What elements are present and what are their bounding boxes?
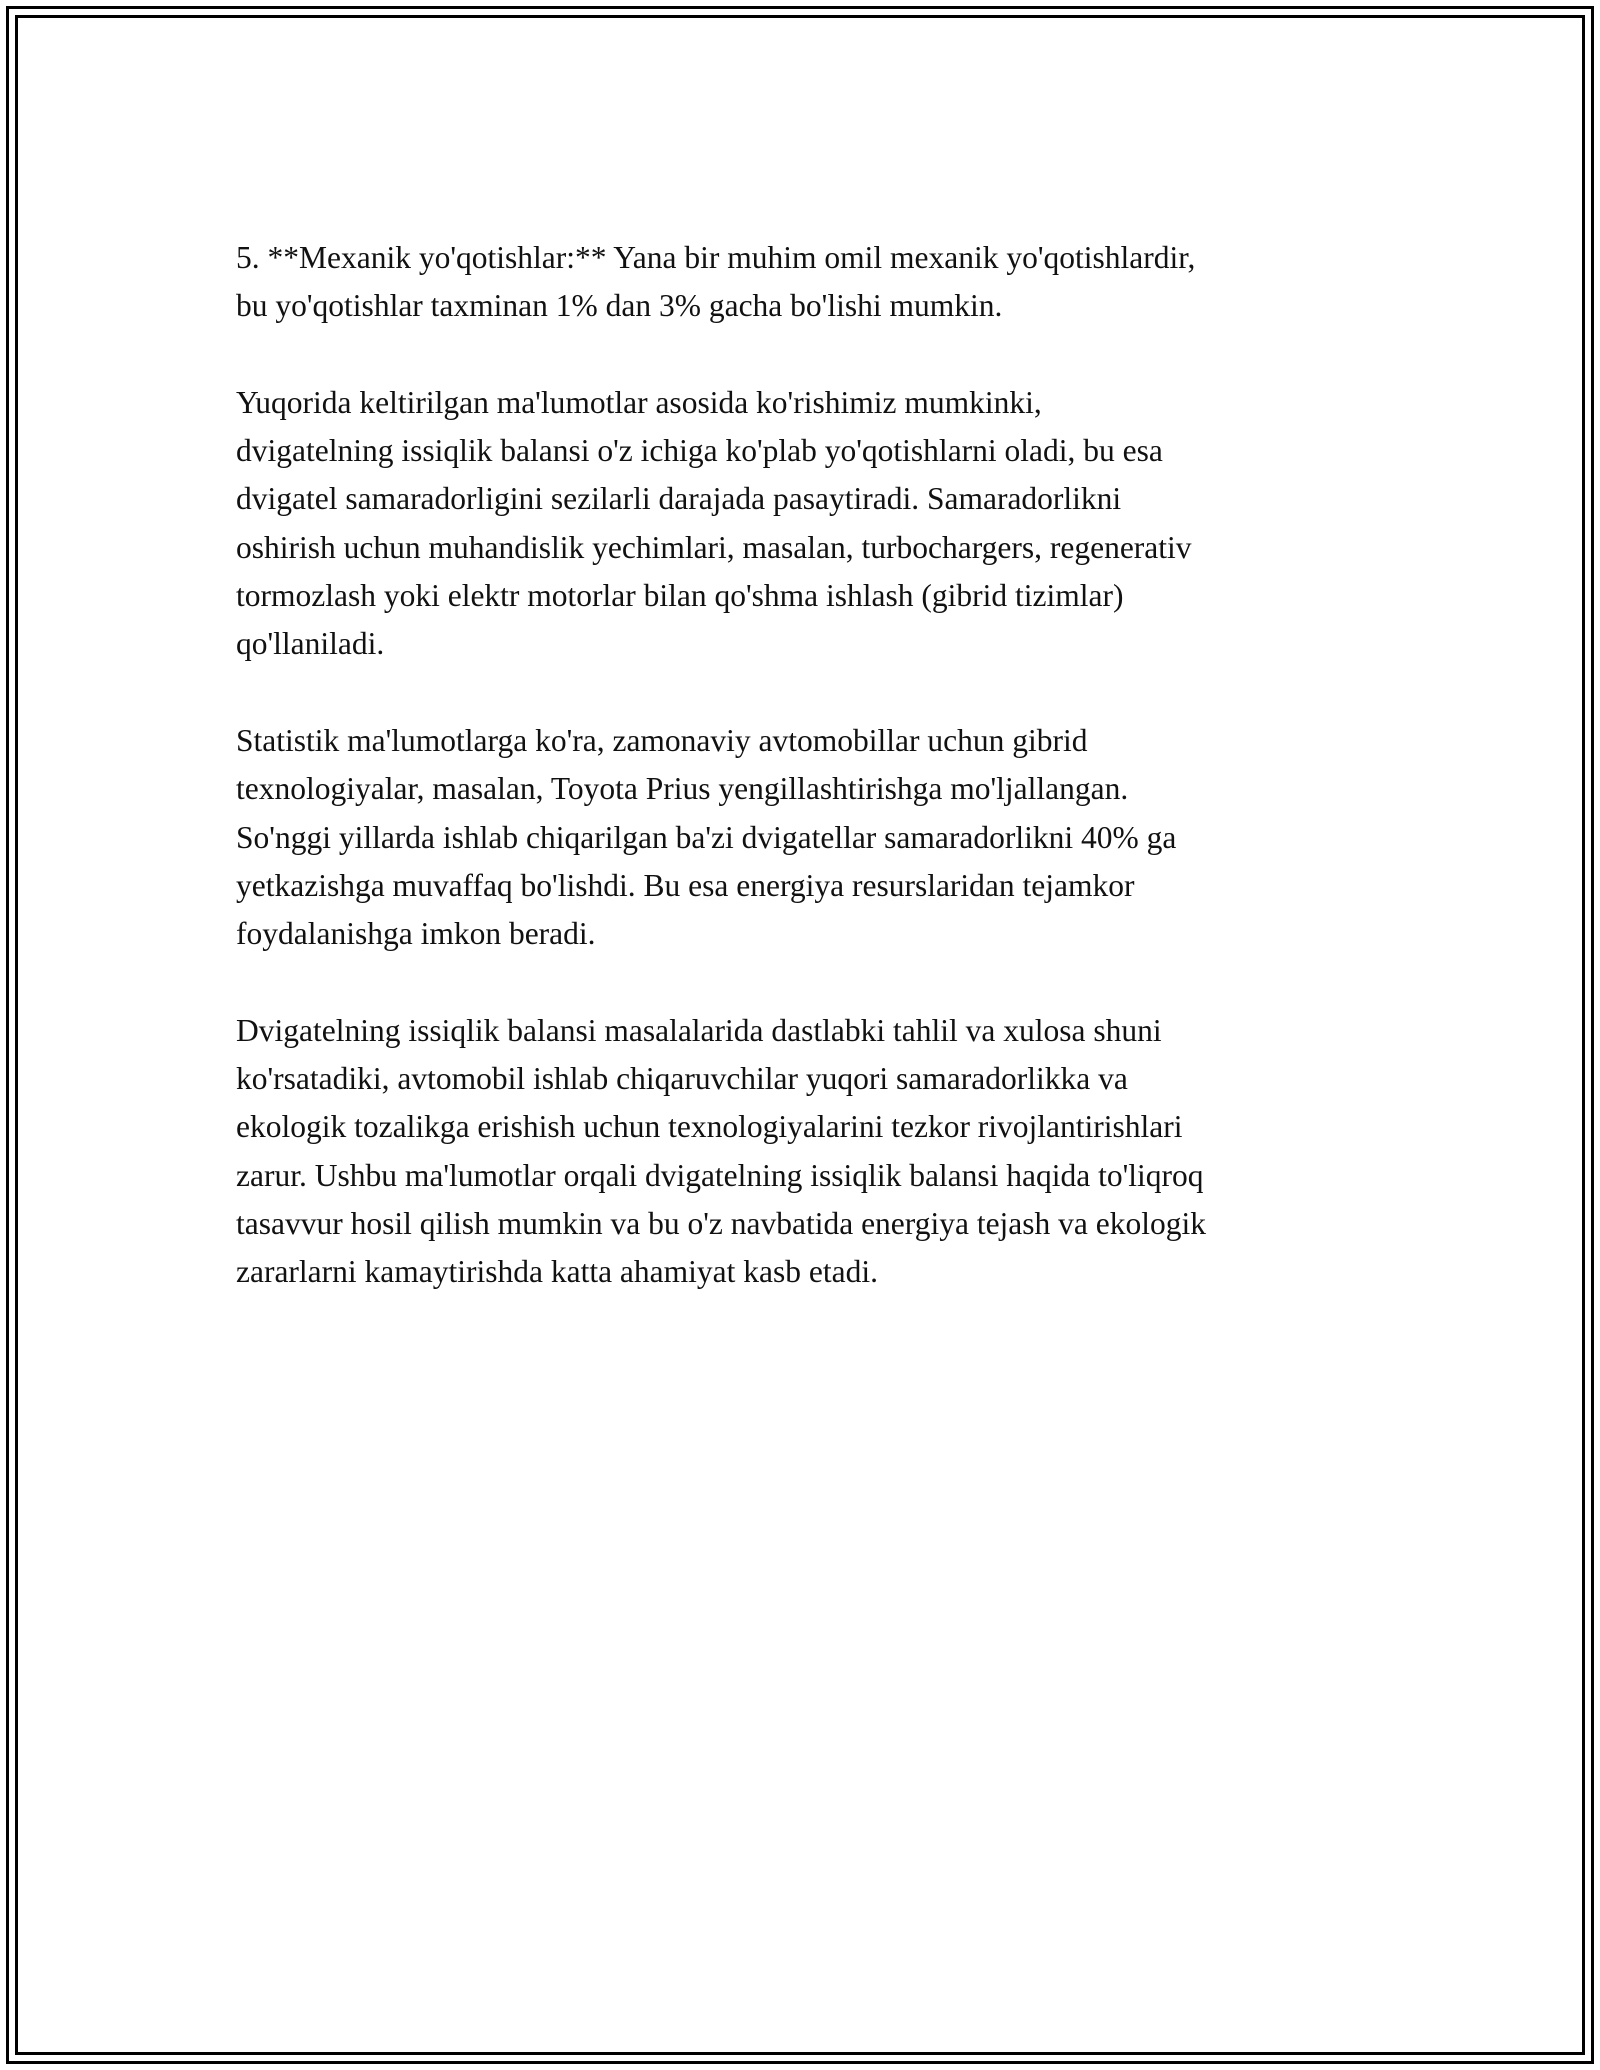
text-line: tormozlash yoki elektr motorlar bilan qo'shma ishlash (gibrid tizimlar) <box>236 578 1124 614</box>
text-line: zarur. Ushbu ma'lumotlar orqali dvigatelning issiqlik balansi haqida to'liqroq <box>236 1157 1204 1193</box>
text-line: foydalanishga imkon beradi. <box>236 916 596 952</box>
text-line: Yuqorida keltirilgan ma'lumotlar asosida ko'rishimiz mumkinki, <box>236 384 1042 420</box>
text-line: dvigatel samaradorligini sezilarli darajada pasaytiradi. Samaradorlikni <box>236 481 1122 517</box>
paragraph-mechanical-losses <box>236 234 1386 331</box>
text-line: dvigatelning issiqlik balansi o'z ichiga ko'plab yo'qotishlarni oladi, bu esa <box>236 433 1163 469</box>
text-line: qo'llaniladi. <box>236 626 385 662</box>
text-line: yetkazishga muvaffaq bo'lishdi. Bu esa energiya resurslaridan tejamkor <box>236 867 1135 903</box>
paragraph-conclusion <box>236 1007 1386 1297</box>
text-line: Statistik ma'lumotlarga ko'ra, zamonaviy avtomobillar uchun gibrid <box>236 722 1088 758</box>
text-line: So'nggi yillarda ishlab chiqarilgan ba'zi dvigatellar samaradorlikni 40% ga <box>236 819 1177 855</box>
text-line: tasavvur hosil qilish mumkin va bu o'z navbatida energiya tejash va ekologik <box>236 1205 1207 1241</box>
text-line: 5. **Mexanik yo'qotishlar:** Yana bir muhim omil mexanik yo'qotishlardir, <box>236 240 1196 275</box>
text-line: ekologik tozalikga erishish uchun texnologiyalarini tezkor rivojlantirishlari <box>236 1109 1183 1145</box>
text-line: oshirish uchun muhandislik yechimlari, masalan, turbochargers, regenerativ <box>236 529 1192 565</box>
text-line: bu yo'qotishlar taxminan 1% dan 3% gacha bo'lishi mumkin. <box>236 288 1003 324</box>
paragraph-heat-balance-summary <box>236 379 1386 669</box>
document-body <box>236 234 1386 1297</box>
text-line: Dvigatelning issiqlik balansi masalalarida dastlabki tahlil va xulosa shuni <box>236 1012 1162 1048</box>
text-line: texnologiyalar, masalan, Toyota Prius yengillashtirishga mo'ljallangan. <box>236 771 1129 807</box>
paragraph-statistics <box>236 717 1386 958</box>
text-line: ko'rsatadiki, avtomobil ishlab chiqaruvchilar yuqori samaradorlikka va <box>236 1061 1128 1097</box>
text-line: zararlarni kamaytirishda katta ahamiyat kasb etadi. <box>236 1254 878 1290</box>
